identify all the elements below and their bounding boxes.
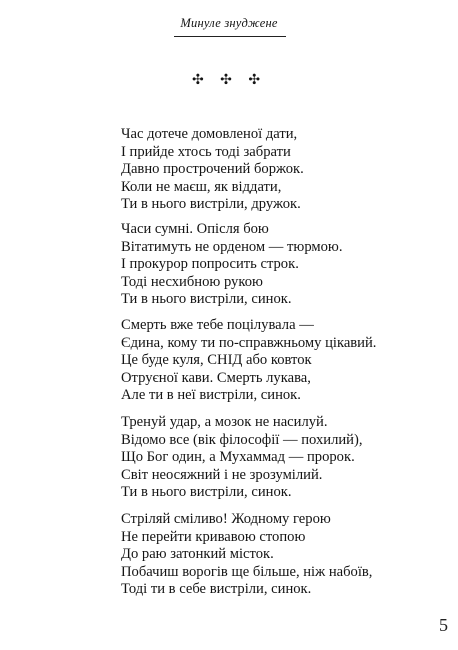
poem-line: До раю затонкий місток.	[121, 546, 274, 563]
poem-line: Тоді ти в себе вистріли, синок.	[121, 581, 312, 598]
poem-line: Відомо все (вік філософії — похилий),	[121, 431, 363, 448]
stanza-1	[121, 126, 304, 214]
poem-line: Коли не маєш, як віддати,	[121, 178, 282, 195]
poem-line: Це буде куля, СНІД або ковток	[121, 352, 312, 369]
section-ornament: ✣ ✣ ✣	[191, 72, 267, 88]
stanza-3	[121, 317, 376, 405]
poem-line: Смерть вже тебе поцілувала —	[121, 317, 314, 333]
stanza-2	[121, 221, 342, 309]
poem-line: Час дотече домовленої дати,	[121, 126, 298, 142]
poem-line: Давно прострочений боржок.	[121, 161, 304, 178]
poem-line: Що Бог один, а Мухаммад — пророк.	[121, 449, 355, 466]
poem-line: Вітатимуть не орденом — тюрмою.	[121, 238, 343, 255]
poem-line: Ти в нього вистріли, синок.	[121, 291, 292, 308]
poem-line: Не перейти кривавою стопою	[121, 528, 306, 545]
poem-line: Світ неосяжний і не зрозумілий.	[121, 466, 323, 483]
stanza-4	[121, 414, 363, 502]
poem-line: І прийде хтось тоді забрати	[121, 143, 291, 160]
poem-line: Стріляй сміливо! Жодному герою	[121, 511, 331, 527]
poem-line: І прокурор попросить строк.	[121, 256, 299, 273]
poem-line: Ти в нього вистріли, дружок.	[121, 196, 301, 213]
stanza-5	[121, 511, 372, 599]
poem-line: Єдина, кому ти по-справжньому цікавий.	[121, 334, 377, 351]
poem-line: Побачиш ворогів ще більше, ніж набоїв,	[121, 563, 373, 580]
running-head-rule	[174, 36, 286, 37]
poem-line: Часи сумні. Опісля бою	[121, 221, 269, 237]
running-head: Минуле знуджене	[180, 16, 278, 30]
poem-line: Але ти в неї вистріли, синок.	[121, 387, 301, 404]
page-number: 5	[439, 615, 448, 635]
poem-line: Отруєної кави. Смерть лукава,	[121, 369, 311, 386]
poem-line: Тренуй удар, а мозок не насилуй.	[121, 414, 328, 430]
poem-line: Тоді несхибною рукою	[121, 273, 263, 290]
poem-line: Ти в нього вистріли, синок.	[121, 484, 292, 501]
